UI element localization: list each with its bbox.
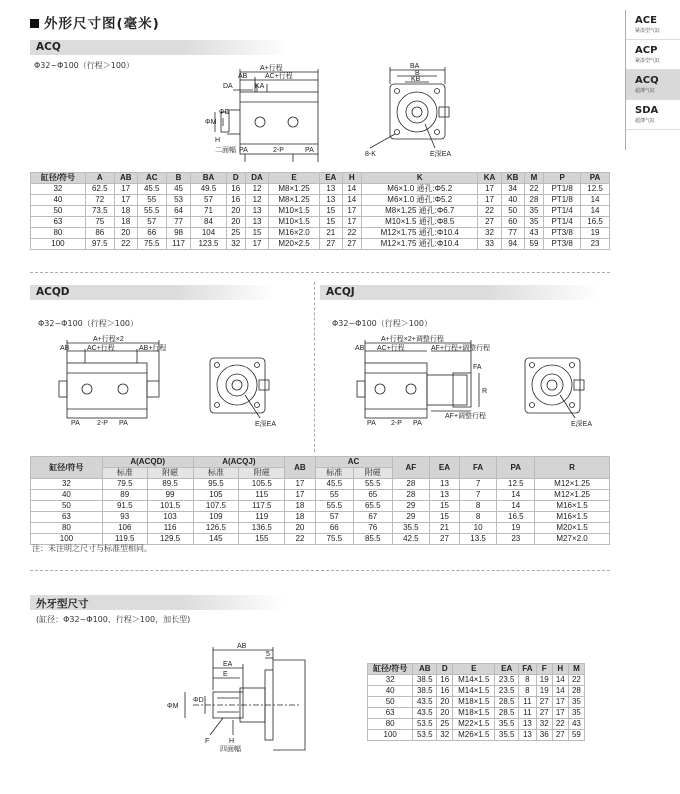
label-ac-stroke: AC+行程	[87, 345, 115, 352]
label-ab: AB	[60, 345, 70, 352]
label-af-adj: AF+调整行程	[445, 413, 487, 420]
acqj-section-header: ACQJ	[320, 285, 600, 300]
series-tabs	[625, 10, 680, 130]
section-divider	[30, 570, 610, 571]
tab-divider	[625, 10, 626, 150]
square-bullet-icon	[30, 19, 39, 28]
label-a-stroke-x2-adj: A+行程×2+调整行程	[381, 336, 444, 343]
table-row: 32 62.5 17 45.5 45 49.5 16 12 M8×1.25 13 14 M6×1.0 通孔:Φ5.2 17 34 22 PT1/8 12.5	[31, 184, 610, 195]
label-a-stroke: A+行程	[260, 65, 283, 72]
label-a-stroke-x2: A+行程×2	[93, 336, 124, 343]
label-ab-stroke: AB+行程	[139, 345, 167, 352]
column-divider	[314, 282, 315, 452]
external-thread-table	[367, 663, 585, 741]
table-row: 80 86 20 66 98 104 25 15 M16×2.0 21 22 M12×1.75 通孔:Φ10.4 32 77 43 PT3/8 19	[31, 228, 610, 239]
label-fa: FA	[473, 364, 482, 371]
acqd-drawing	[55, 333, 300, 433]
label-ab: AB	[237, 643, 247, 650]
label-ka: KA	[255, 83, 265, 90]
label-ab: AB	[355, 345, 365, 352]
label-f: F	[205, 738, 210, 745]
label-ac-stroke: AC+行程	[265, 73, 293, 80]
label-af-stroke-adj: AF+行程+调整行程	[431, 345, 491, 352]
acq-section-header: ACQ	[30, 40, 290, 55]
acqd-section-header: ACQD	[30, 285, 275, 300]
label-8k: 8-K	[365, 151, 376, 158]
external-range-note: (缸径：Φ32~Φ100、行程＞100，加长型)	[36, 615, 191, 624]
label-b: B	[415, 70, 420, 77]
label-pa-left: PA	[239, 147, 248, 154]
table-header-row: 缸径/符号 A(ACQD) A(ACQJ) AB AC AF EA FA PA R	[31, 457, 610, 468]
tab-acq[interactable]: ACQ 超薄气缸	[625, 70, 680, 100]
table2-footnote: 注：未注明之尺寸与标准型相同。	[32, 544, 152, 553]
label-two-flats: 二面幅	[215, 147, 236, 154]
table-row: 40 38.5 16 M14×1.5 23.5 8 19 14 28	[368, 686, 585, 697]
label-four-flats: 四面幅	[220, 746, 241, 752]
label-2p: 2-P	[97, 420, 108, 427]
table-header-row: 缸径/符号 AB D E EA FA F H M	[368, 664, 585, 675]
acq-range-note: Φ32~Φ100（行程＞100）	[34, 61, 135, 70]
label-phi-d: ΦD	[193, 697, 204, 704]
acqd-range-note: Φ32~Φ100（行程＞100）	[38, 319, 139, 328]
table-row: 50 43.5 20 M18×1.5 28.5 11 27 17 35	[368, 697, 585, 708]
table-row: 32 79.5 89.5 95.5 105.5 17 45.5 55.5 28 13 7 12.5 M12×1.25	[31, 479, 610, 490]
acq-dimensions-table	[30, 172, 610, 250]
table-row: 40 89 99 105 115 17 55 65 28 13 7 14 M12×1.25	[31, 490, 610, 501]
table-row: 63 75 18 57 77 84 20 13 M10×1.5 15 17 M10×1.5 通孔:Φ8.5 27 60 35 PT1/4 16.5	[31, 217, 610, 228]
label-phi-d: ΦD	[219, 109, 230, 116]
acq-drawing	[205, 62, 470, 170]
label-ea: EA	[223, 661, 233, 668]
label-2p: 2-P	[391, 420, 402, 427]
label-r: R	[482, 388, 488, 395]
label-pa-left: PA	[71, 420, 80, 427]
table-subheader-row: 标准 附磁 标准 附磁 标准 附磁	[31, 468, 610, 479]
table-row: 100 53.5 32 M26×1.5 35.5 13 36 27 59	[368, 730, 585, 741]
tab-acp[interactable]: ACP 紧凑型气缸	[625, 40, 680, 70]
external-thread-section-header: 外牙型尺寸	[30, 595, 285, 610]
table-row: 32 38.5 16 M14×1.5 23.5 8 19 14 22	[368, 675, 585, 686]
label-pa-right: PA	[413, 420, 422, 427]
table-row: 50 73.5 18 55.5 64 71 20 13 M10×1.5 15 17 M8×1.25 通孔:Φ6.7 22 50 35 PT1/4 14	[31, 206, 610, 217]
label-5: 5	[266, 651, 270, 658]
table-row: 80 53.5 25 M22×1.5 35.5 13 32 22 43	[368, 719, 585, 730]
acqj-drawing	[345, 333, 605, 433]
section-divider	[30, 272, 610, 273]
label-e-depth-ea: E深EA	[571, 421, 593, 428]
table-row: 80 106 116 126.5 136.5 20 66 76 35.5 21 10 19 M20×1.5	[31, 523, 610, 534]
table-row: 40 72 17 55 53 57 16 12 M8×1.25 13 14 M6×1.0 通孔:Φ5.2 17 40 28 PT1/8 14	[31, 195, 610, 206]
page-title: 外形尺寸图(毫米)	[30, 12, 160, 32]
label-e-depth-ea: E深EA	[255, 421, 277, 428]
label-h: H	[215, 137, 221, 144]
label-2p: 2-P	[273, 147, 284, 154]
label-pa-right: PA	[119, 420, 128, 427]
table-row: 63 93 103 109 119 18 57 67 29 15 8 16.5 M16×1.5	[31, 512, 610, 523]
acqd-acqj-dimensions-table	[30, 456, 610, 545]
table-row: 63 43.5 20 M18×1.5 28.5 11 27 17 35	[368, 708, 585, 719]
label-da: DA	[223, 83, 233, 90]
label-ab: AB	[238, 73, 248, 80]
external-thread-drawing	[165, 640, 315, 752]
table-row: 100 97.5 22 75.5 117 123.5 32 17 M20×2.5 27 27 M12×1.75 通孔:Φ10.4 33 94 59 PT3/8 23	[31, 239, 610, 250]
label-kb: KB	[411, 76, 421, 83]
label-pa-right: PA	[305, 147, 314, 154]
table-row: 50 91.5 101.5 107.5 117.5 18 55.5 65.5 29 15 8 14 M16×1.5	[31, 501, 610, 512]
acqj-range-note: Φ32~Φ100（行程＞100）	[332, 319, 433, 328]
label-ba: BA	[410, 63, 420, 70]
label-phi-m: ΦM	[205, 119, 217, 126]
label-e: E	[223, 671, 228, 678]
table-header-row: 缸径/符号 A AB AC B BA D DA E EA H K KA KB M P PA	[31, 173, 610, 184]
label-phi-m: ΦM	[167, 703, 179, 710]
tab-sda[interactable]: SDA 超薄气缸	[625, 100, 680, 130]
table-row: 100 119.5 129.5 145 155 22 75.5 85.5 42.5 27 13.5 23 M27×2.0	[31, 534, 610, 545]
label-h: H	[229, 738, 235, 745]
label-e-depth-ea: E深EA	[430, 151, 452, 158]
label-ac-stroke: AC+行程	[377, 345, 405, 352]
label-pa-left: PA	[367, 420, 376, 427]
tab-ace[interactable]: ACE 紧凑型气缸	[625, 10, 680, 40]
